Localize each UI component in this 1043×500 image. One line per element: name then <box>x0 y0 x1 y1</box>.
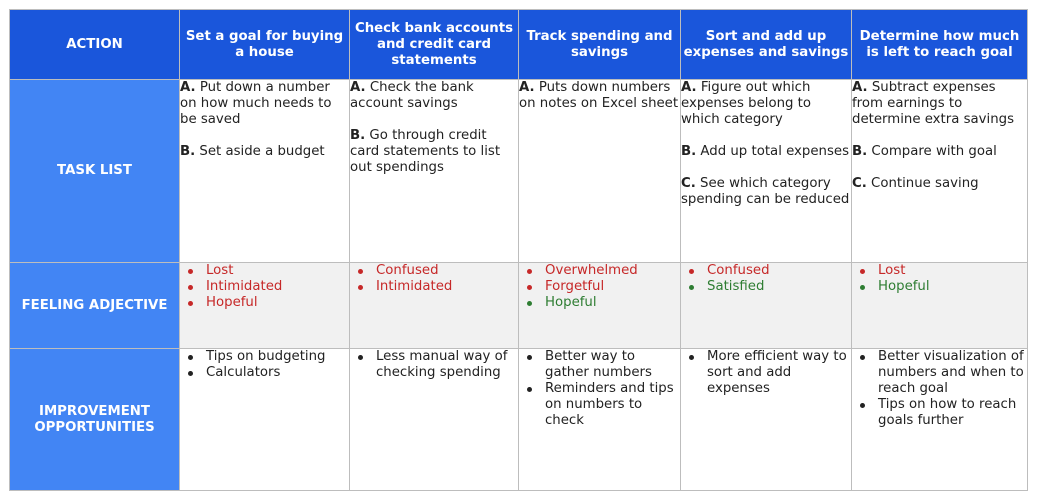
feeling-cell <box>519 263 681 349</box>
feeling-cell <box>681 263 852 349</box>
feeling-list <box>681 263 851 295</box>
step-header: Track spending and savings <box>519 10 681 80</box>
feeling-item: Lost <box>180 263 349 279</box>
feeling-item: Intimidated <box>180 279 349 295</box>
task-item <box>681 176 851 208</box>
task-letter: C. <box>681 176 696 191</box>
feeling-cell <box>180 263 350 349</box>
feeling-item: Hopeful <box>852 279 1027 295</box>
task-text: Set aside a budget <box>195 144 325 159</box>
task-cell <box>519 80 681 263</box>
improvement-cell <box>681 349 852 491</box>
feeling-item: Confused <box>350 263 518 279</box>
task-item <box>852 144 1027 160</box>
feeling-item: Intimidated <box>350 279 518 295</box>
task-text: Subtract expenses from earnings to determine extra savings <box>852 80 1015 127</box>
task-letter: B. <box>681 144 697 159</box>
task-letter: A. <box>350 80 366 95</box>
task-item <box>681 144 851 160</box>
improvement-item: Tips on budgeting <box>180 349 349 365</box>
task-letter: B. <box>350 128 366 143</box>
feeling-item: Forgetful <box>519 279 680 295</box>
step-header: Check bank accounts and credit card statements <box>350 10 519 80</box>
feeling-cell <box>852 263 1028 349</box>
task-item <box>852 176 1027 192</box>
task-text: Put down a number on how much needs to be saved <box>180 80 332 127</box>
task-letter: A. <box>519 80 535 95</box>
improvement-list <box>681 349 851 397</box>
improvement-cell <box>350 349 519 491</box>
step-header: Set a goal for buying a house <box>180 10 350 80</box>
task-cell <box>681 80 852 263</box>
task-letter: C. <box>852 176 867 191</box>
improvement-list <box>350 349 518 381</box>
improvement-cell <box>519 349 681 491</box>
improvement-item: More efficient way to sort and add expenses <box>681 349 851 397</box>
improvement-row <box>10 349 1028 491</box>
feeling-list <box>350 263 518 295</box>
task-letter: B. <box>852 144 868 159</box>
task-item <box>852 80 1027 128</box>
task-cell <box>180 80 350 263</box>
improvement-item: Tips on how to reach goals further <box>852 397 1027 429</box>
feeling-item: Hopeful <box>519 295 680 311</box>
task-text: See which category spending can be reduced <box>681 176 850 207</box>
task-text: Go through credit card statements to list out spendings <box>350 128 501 175</box>
task-item <box>180 144 349 160</box>
task-text: Continue saving <box>866 176 979 191</box>
step-header: Determine how much is left to reach goal <box>852 10 1028 80</box>
task-letter: A. <box>681 80 697 95</box>
task-text: Check the bank account savings <box>350 80 474 111</box>
task-cell <box>350 80 519 263</box>
improvement-item: Better visualization of numbers and when to reach goal <box>852 349 1027 397</box>
improvement-cell <box>852 349 1028 491</box>
task-item <box>681 80 851 128</box>
feeling-item: Confused <box>681 263 851 279</box>
task-item <box>350 80 518 112</box>
feeling-list <box>519 263 680 311</box>
improvement-item: Calculators <box>180 365 349 381</box>
task-text: Compare with goal <box>867 144 997 159</box>
improvement-item: Less manual way of checking spending <box>350 349 518 381</box>
improvement-label: IMPROVEMENT OPPORTUNITIES <box>10 349 180 491</box>
task-list-label: TASK LIST <box>10 80 180 263</box>
improvement-list <box>852 349 1027 429</box>
improvement-list <box>180 349 349 381</box>
step-header: Sort and add up expenses and savings <box>681 10 852 80</box>
feeling-label: FEELING ADJECTIVE <box>10 263 180 349</box>
feeling-item: Hopeful <box>180 295 349 311</box>
feeling-cell <box>350 263 519 349</box>
improvement-item: Reminders and tips on numbers to check <box>519 381 680 429</box>
improvement-cell <box>180 349 350 491</box>
improvement-item: Better way to gather numbers <box>519 349 680 381</box>
feeling-item: Lost <box>852 263 1027 279</box>
task-item <box>350 128 518 176</box>
task-letter: A. <box>852 80 868 95</box>
task-cell <box>852 80 1028 263</box>
journey-map-table <box>9 9 1028 491</box>
task-text: Figure out which expenses belong to which category <box>681 80 812 127</box>
task-letter: B. <box>180 144 196 159</box>
feeling-list <box>180 263 349 311</box>
task-item <box>519 80 680 112</box>
feeling-item: Overwhelmed <box>519 263 680 279</box>
feeling-list <box>852 263 1027 295</box>
feeling-row <box>10 263 1028 349</box>
task-text: Puts down numbers on notes on Excel sheet <box>519 80 679 111</box>
feeling-item: Satisfied <box>681 279 851 295</box>
action-header: ACTION <box>10 10 180 80</box>
improvement-list <box>519 349 680 429</box>
task-text: Add up total expenses <box>696 144 850 159</box>
header-row <box>10 10 1028 80</box>
task-item <box>180 80 349 128</box>
task-letter: A. <box>180 80 196 95</box>
task-list-row <box>10 80 1028 263</box>
